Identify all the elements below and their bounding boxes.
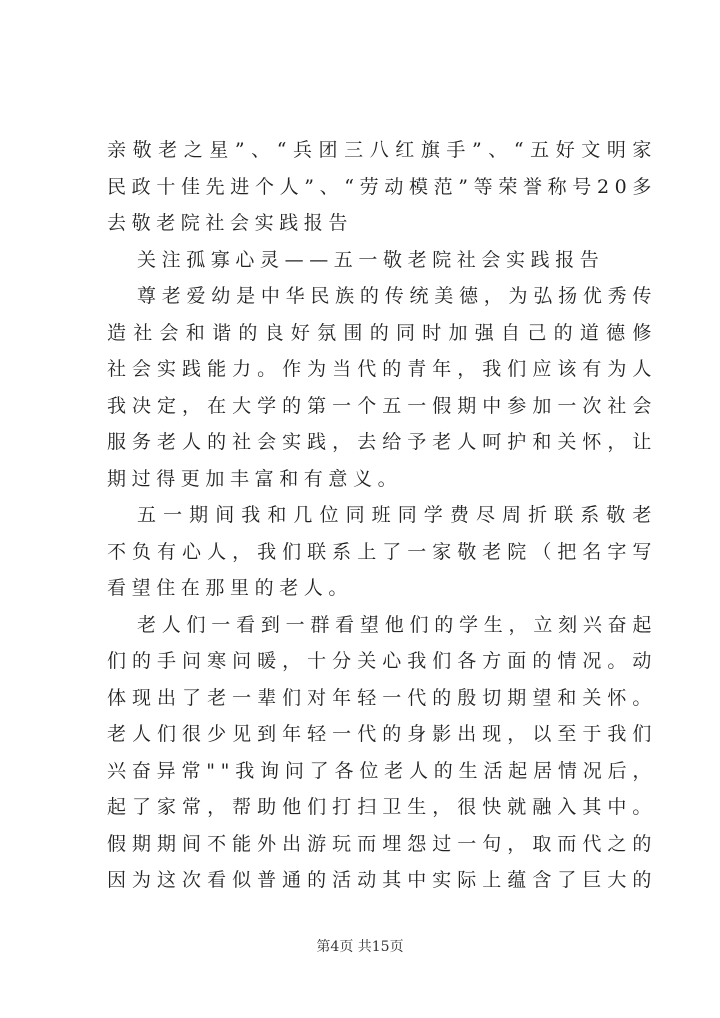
text-line: 看望住在那里的老人。: [107, 577, 354, 599]
text-line: 去敬老院社会实践报告: [107, 212, 354, 234]
text-line: 亲敬老之星”、“兵团三八红旗手”、“五好文明家: [107, 139, 657, 161]
text-line: 期过得更加丰富和有意义。: [107, 467, 403, 490]
text-line: 起了家常，帮助他们打扫卫生，很快就融入其中。: [107, 796, 657, 818]
text-line: 体现出了老一辈们对年轻一代的殷切期望和关怀。: [107, 686, 657, 709]
text-line: 服务老人的社会实践，去给予老人呵护和关怀，让: [107, 431, 657, 453]
text-line: 我决定，在大学的第一个五一假期中参加一次社会: [107, 394, 657, 417]
text-line: 五一期间我和几位同班同学费尽周折联系敬老: [137, 504, 657, 526]
text-line: 社会实践能力。作为当代的青年，我们应该有为人: [107, 358, 657, 380]
text-line: 关注孤寡心灵——五一敬老院社会实践报告: [137, 248, 605, 271]
text-line: 老人们很少见到年轻一代的身影出现，以至于我们: [107, 723, 657, 745]
page-footer: 第4页 共15页: [316, 939, 404, 955]
text-line: 们的手问寒问暖，十分关心我们各方面的情况。动: [107, 650, 657, 672]
text-line: 假期期间不能外出游玩而埋怨过一句，取而代之的: [107, 832, 657, 855]
text-line: 民政十佳先进个人”、“劳动模范”等荣誉称号20多: [107, 175, 657, 198]
text-line: 兴奋异常""我询问了各位老人的生活起居情况后，: [107, 759, 657, 782]
text-line: 不负有心人，我们联系上了一家敬老院（把名字写: [107, 540, 657, 563]
text-line: 老人们一看到一群看望他们的学生，立刻兴奋起: [137, 613, 657, 636]
text-line: 尊老爱幼是中华民族的传统美德，为弘扬优秀传: [137, 285, 657, 307]
text-line: 因为这次看似普通的活动其中实际上蕴含了巨大的: [107, 869, 657, 891]
text-line: 造社会和谐的良好氛围的同时加强自己的道德修: [107, 321, 657, 344]
